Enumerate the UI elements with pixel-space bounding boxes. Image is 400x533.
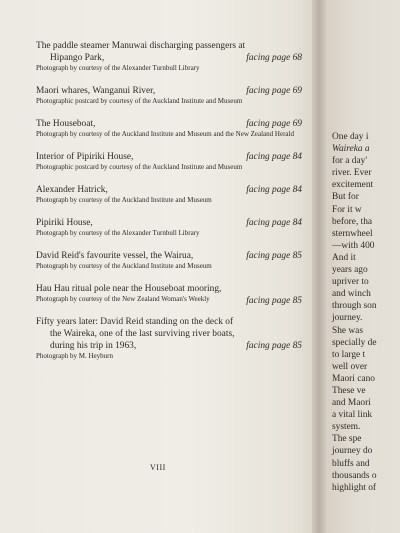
list-item [36,85,302,106]
text-line: Waireka a [332,144,370,155]
text-line: The spe [332,434,362,445]
text-line: and Maori [332,398,371,409]
page-number: VIII [150,463,166,472]
text-line: system. [332,422,361,433]
illustrations-list [36,40,302,373]
right-page-text [332,131,377,494]
photo-credit: Photograph by courtesy of the Alexander Turnbull Library [36,229,200,237]
entry-caption-line: Pipiriki House, facing page 84 [36,218,302,228]
list-item [36,118,302,139]
list-item [36,283,302,304]
text-line: a vital link [332,410,373,421]
text-line: river. Ever [332,168,372,179]
photo-credit: Photograph by M. Heyburn [36,352,113,360]
text-line: specially de [332,337,377,348]
text-line: But for [332,192,359,203]
text-line: excitement [332,180,374,191]
text-line: and winch [332,289,371,300]
text-line: before, tha [332,216,373,227]
list-item [36,316,302,361]
list-item [36,184,302,205]
entry-caption-line: David Reid's favourite vessel, the Wairua, facing page 85 [36,251,302,261]
text-line: Maori cano [332,373,375,384]
entry-caption-line: Interior of Pipiriki House, facing page 84 [36,152,302,162]
text-line: These ve [332,385,366,396]
entry-caption-line: Alexander Hatrick, facing page 84 [36,185,302,195]
entry-caption-line: Hipango Park, facing page 68 [50,53,302,63]
text-line: thousands o [332,470,377,481]
text-line: years ago [332,265,368,276]
facing-page-ref: facing page 69 [246,119,302,129]
facing-page-ref: facing page 85 [246,341,302,351]
facing-page-ref: facing page 85 [246,251,302,261]
facing-page-ref: facing page 85 [246,296,302,306]
text-line: sternwheel [332,228,373,239]
facing-page-ref: facing page 84 [246,218,302,228]
photo-credit: Photograph by courtesy of the Alexander Turnbull Library [36,64,200,72]
list-item [36,151,302,172]
text-line: highlight of [332,482,377,493]
entry-caption-line: during his trip in 1963, facing page 85 [50,341,302,351]
facing-page-ref: facing page 68 [246,53,302,63]
entry-caption-line: Fifty years later: David Reid standing on the deck of [36,317,234,327]
list-item [36,217,302,238]
entry-caption-line: Hau Hau ritual pole near the Houseboat mooring, [36,284,222,294]
text-line: One day i [332,132,369,142]
text-line: through son [332,301,377,312]
photo-credit: Photograph by courtesy of the New Zealand Woman's Weekly [36,295,210,303]
text-line: to large t [332,349,366,360]
photo-credit: Photographic postcard by courtesy of the Auckland Institute and Museum [36,163,243,171]
text-line: for a day' [332,156,368,167]
list-item [36,40,302,73]
entry-caption-line: Maori whares, Wanganui River, facing page 69 [36,86,302,96]
entry-caption-line: the Waireka, one of the last surviving river boats, [50,329,235,339]
photo-credit: Photograph by courtesy of the Auckland Institute and Museum and the New Zealand Herald [36,130,294,138]
photo-credit: Photograph by courtesy of the Auckland Institute and Museum [36,262,212,270]
text-line: And it [332,252,356,263]
list-item [36,250,302,271]
text-line: For it w [332,204,362,215]
facing-page-ref: facing page 84 [246,185,302,195]
text-line: journey. [332,313,363,324]
entry-caption-line: The paddle steamer Manuwai discharging passengers at [36,41,246,51]
right-page [326,0,400,533]
photo-credit: Photograph by courtesy of the Auckland Institute and Museum [36,196,212,204]
facing-page-ref: facing page 69 [246,86,302,96]
text-line: journey do [332,446,373,457]
text-line: —with 400 [332,240,375,251]
text-line: She was [332,325,363,336]
facing-page-ref: facing page 84 [246,152,302,162]
text-line: bluffs and [332,458,370,469]
photo-credit: Photographic postcard by courtesy of the Auckland Institute and Museum [36,97,243,105]
entry-caption-line: The Houseboat, facing page 69 [36,119,302,129]
text-line: upriver to [332,277,369,288]
text-line: well over [332,361,368,372]
